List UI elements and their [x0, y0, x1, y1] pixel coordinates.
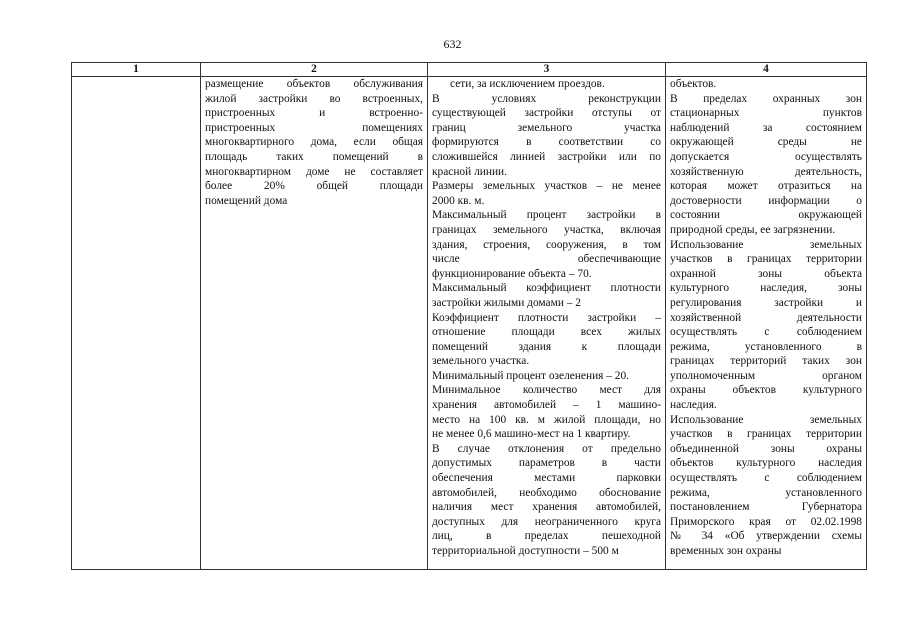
- text-line: состоянии окружающей: [670, 209, 862, 222]
- text-line: здания, строения, сооружения, в том: [432, 238, 661, 251]
- text-line: временных зон охраны: [670, 545, 782, 557]
- text-line: наследия.: [670, 399, 717, 412]
- column-header-2: 2: [201, 63, 428, 77]
- text-line: помещений здания к площади: [432, 340, 661, 353]
- text-line: природной среды, ее загрязнении.: [670, 223, 836, 236]
- text-line: функционирование объекта – 70.: [432, 267, 592, 280]
- cell-col-3: [428, 77, 666, 570]
- text-line: обеспечения местами парковки: [432, 472, 661, 485]
- text-line: допустимых параметров в части: [432, 457, 661, 470]
- text-line: наличия мест хранения автомобилей,: [432, 501, 661, 514]
- text-line: пристроенных помещениях: [205, 121, 423, 134]
- text-line: границ земельного участка: [432, 121, 661, 134]
- text-line: участков в границах территории: [670, 253, 862, 266]
- text-line: объектов.: [670, 78, 717, 90]
- regulations-table: [71, 62, 867, 570]
- text-line: охраны объектов культурного: [670, 384, 862, 397]
- page-number: 632: [443, 37, 462, 51]
- text-line: многоквартирном доме не составляет: [205, 165, 423, 178]
- text-line: пристроенных и встроенно-: [205, 107, 423, 120]
- text-line: лиц, в пределах пешеходной: [432, 530, 661, 543]
- text-line: хранения автомобилей – 1 машино-: [432, 399, 661, 412]
- text-line: В пределах охранных зон: [670, 92, 862, 105]
- text-line: Использование земельных: [670, 413, 862, 426]
- text-line: отношение площади всех жилых: [432, 326, 661, 339]
- text-line: застройки жилыми домами – 2: [432, 296, 581, 309]
- text-line: территориальной доступности – 500 м: [432, 545, 619, 557]
- text-line: Максимальный коэффициент плотности: [432, 282, 661, 295]
- cell-col-4: [666, 77, 867, 570]
- table-row: [72, 77, 867, 570]
- text-line: № 34 «Об утверждении схемы: [670, 530, 862, 543]
- text-line: многоквартирного дома, если общая: [205, 136, 423, 149]
- text-line: стационарных пунктов: [670, 107, 862, 120]
- text-line: автомобилей, необходимо обоснование: [432, 486, 661, 499]
- text-line: хозяйственной деятельности: [670, 311, 862, 324]
- text-line: существующей застройки отступы от: [432, 107, 661, 120]
- text-line: Коэффициент плотности застройки –: [432, 311, 661, 324]
- text-line: место на 100 кв. м жилой площади, но: [432, 413, 661, 426]
- text-line: не менее 0,6 машино-мест на 1 квартиру.: [432, 428, 631, 441]
- text-line: наблюдений за состоянием: [670, 121, 862, 134]
- text-line: допускается осуществлять: [670, 150, 862, 163]
- text-line: охранной зоны объекта: [670, 267, 862, 280]
- column-header-1: 1: [72, 63, 201, 77]
- text-line: регулирования застройки и: [670, 296, 862, 309]
- text-line: В условиях реконструкции: [432, 92, 661, 105]
- text-line: Использование земельных: [670, 238, 862, 251]
- text-line: 2000 кв. м.: [432, 194, 485, 207]
- text-line: В случае отклонения от предельно: [432, 442, 661, 455]
- text-line: сети, за исключением проездов.: [450, 78, 605, 90]
- column-header-3: 3: [428, 63, 666, 77]
- text-line: земельного участка.: [432, 355, 530, 368]
- text-line: постановлением Губернатора: [670, 501, 862, 514]
- text-line: достоверности информации о: [670, 194, 862, 207]
- text-line: хозяйственную деятельность,: [670, 165, 862, 178]
- text-line: формируются в соответствии со: [432, 136, 661, 149]
- text-line: более 20% общей площади: [205, 180, 423, 193]
- text-line: осуществлять с соблюдением: [670, 472, 862, 485]
- text-line: Минимальное количество мест для: [432, 384, 661, 397]
- text-line: сложившейся линией застройки или по: [432, 150, 661, 163]
- text-line: Размеры земельных участков – не менее: [432, 180, 661, 193]
- text-line: площадь таких помещений в: [205, 150, 423, 163]
- text-line: границах территорий таких зон: [670, 355, 862, 368]
- text-line: Минимальный процент озеленения – 20.: [432, 369, 630, 382]
- text-line: границах земельного участка, включая: [432, 223, 661, 236]
- text-line: размещение объектов обслуживания: [205, 78, 423, 90]
- text-line: культурного наследия, зоны: [670, 282, 862, 295]
- text-line: жилой застройки во встроенных,: [205, 92, 423, 105]
- text-line: помещений дома: [205, 194, 288, 207]
- text-line: участков в границах территории: [670, 428, 862, 441]
- text-line: объединенной зоны охраны: [670, 442, 862, 455]
- text-line: осуществлять с соблюдением: [670, 326, 862, 339]
- text-line: режима, установленного в: [670, 340, 862, 353]
- text-line: числе обеспечивающие: [432, 253, 661, 266]
- cell-col-2: [201, 77, 428, 570]
- text-line: Максимальный процент застройки в: [432, 209, 661, 222]
- text-line: объектов культурного наследия: [670, 457, 862, 470]
- text-line: Приморского края от 02.02.1998: [670, 515, 862, 528]
- text-line: уполномоченным органом: [670, 369, 862, 382]
- text-line: красной линии.: [432, 165, 507, 178]
- column-header-4: 4: [666, 63, 867, 77]
- table-header-row: [72, 63, 867, 77]
- text-line: которая может отразиться на: [670, 180, 862, 193]
- cell-col-1: [72, 77, 201, 570]
- text-line: окружающей среды не: [670, 136, 862, 149]
- text-line: доступных для неограниченного круга: [432, 515, 661, 528]
- text-line: режима, установленного: [670, 486, 862, 499]
